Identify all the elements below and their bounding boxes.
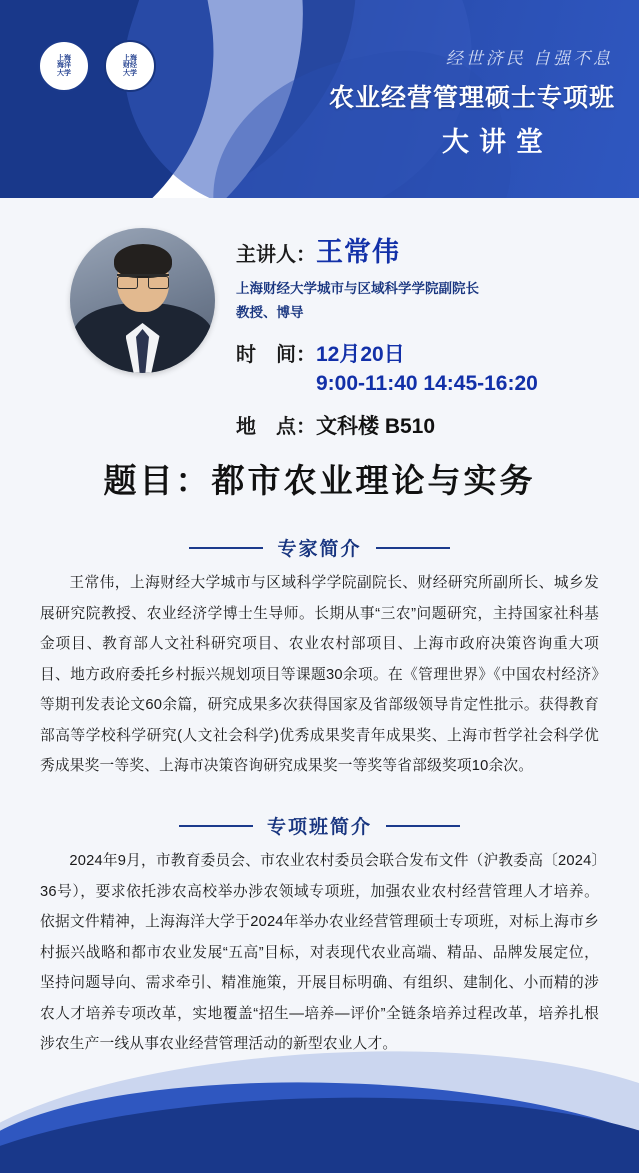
place-label: 地 点： [236, 415, 316, 438]
partner-institute-logo [104, 40, 156, 92]
logo-text-2: 上海 财经 大学 [123, 54, 137, 77]
shanghai-ocean-university-logo [38, 40, 90, 92]
speaker-portrait [70, 228, 215, 373]
speaker-info [236, 230, 626, 440]
program-heading-text: 专项班简介 [266, 817, 372, 838]
heading-rule-right [376, 547, 450, 549]
affiliation-line-2: 教授、博导 [236, 304, 304, 320]
speaker-block [0, 228, 639, 438]
banner-subtitle: 大讲堂 [442, 127, 553, 157]
time-value-line-2: 9:00-11:40 14:45-16:20 [316, 371, 538, 395]
lecture-topic: 题目：都市农业理论与实务 [103, 462, 536, 499]
heading-rule-left [189, 547, 263, 549]
expert-heading-text: 专家简介 [277, 539, 362, 560]
calligraphy-motto: 经世济民 自强不息 [445, 49, 613, 68]
heading-rule-right-2 [386, 825, 460, 827]
affiliation-line-1: 上海财经大学城市与区域科学学院副院长 [236, 281, 479, 296]
place-row [236, 410, 626, 440]
logo-text-1: 上海 海洋 大学 [57, 54, 71, 77]
heading-rule-left-2 [179, 825, 253, 827]
time-row [236, 338, 626, 398]
portrait-glasses [117, 274, 169, 288]
speaker-name: 王常伟 [316, 237, 400, 267]
expert-biography: 王常伟，上海财经大学城市与区域科学学院副院长、财经研究所副所长、城乡发展研究院教授、农业经济学博士生导师。长期从事“三农”问题研究，主持国家社科基金项目、教育部人文社科研究项目、农业农村部项目、上海市政府决策咨询重大项目、地方政府委托乡村振兴规划项目等课题30余项。在《管理世界》《中国农村经济》等期刊发表论文60余篇，研究成果多次获得国家及省部级领导肯定性批示。获得教育部高等学校科学研究(人文社会科学)优秀成果奖青年成果奖、上海市哲学社会科学优秀成果奖一等奖、上海市决策咨询研究成果奖一等奖等省部级奖项10余次。 [40, 575, 599, 775]
portrait-hair [114, 244, 172, 278]
place-value: 文科楼 B510 [316, 414, 436, 438]
logo-group [38, 40, 156, 92]
time-label: 时 间： [236, 344, 316, 367]
speaker-affiliation [236, 277, 626, 324]
bottom-wave-decoration [0, 1023, 639, 1173]
speaker-label: 主讲人： [236, 244, 316, 266]
time-value-line-1: 12月20日 [316, 343, 405, 367]
program-description: 2024年9月，市教育委员会、市农业农村委员会联合发布文件（沪教委高〔2024〕36号），要求依托涉农高校举办涉农领域专项班，加强农业农村经营管理人才培养。依据文件精神，上海海洋大学于2024年举办农业经营管理硕士专项班，对标上海市乡村振兴战略和都市农业发展“五高”目标，对表现代农业高端、精品、品牌发展定位，坚持问题导向、需求牵引、精准施策，开展目标明确、有组织、建制化、小而精的涉农人才培养专项改革，实地覆盖“招生—培养—评价”全链条培养过程改革，培养扎根涉农生产一线从事农业经营管理活动的新型农业人才。 [40, 853, 599, 1053]
speaker-name-row [236, 230, 626, 269]
program-section-heading [0, 812, 639, 839]
time-value [316, 341, 538, 398]
expert-section-heading [0, 534, 639, 561]
banner-title: 农业经营管理硕士专项班 [328, 84, 615, 112]
